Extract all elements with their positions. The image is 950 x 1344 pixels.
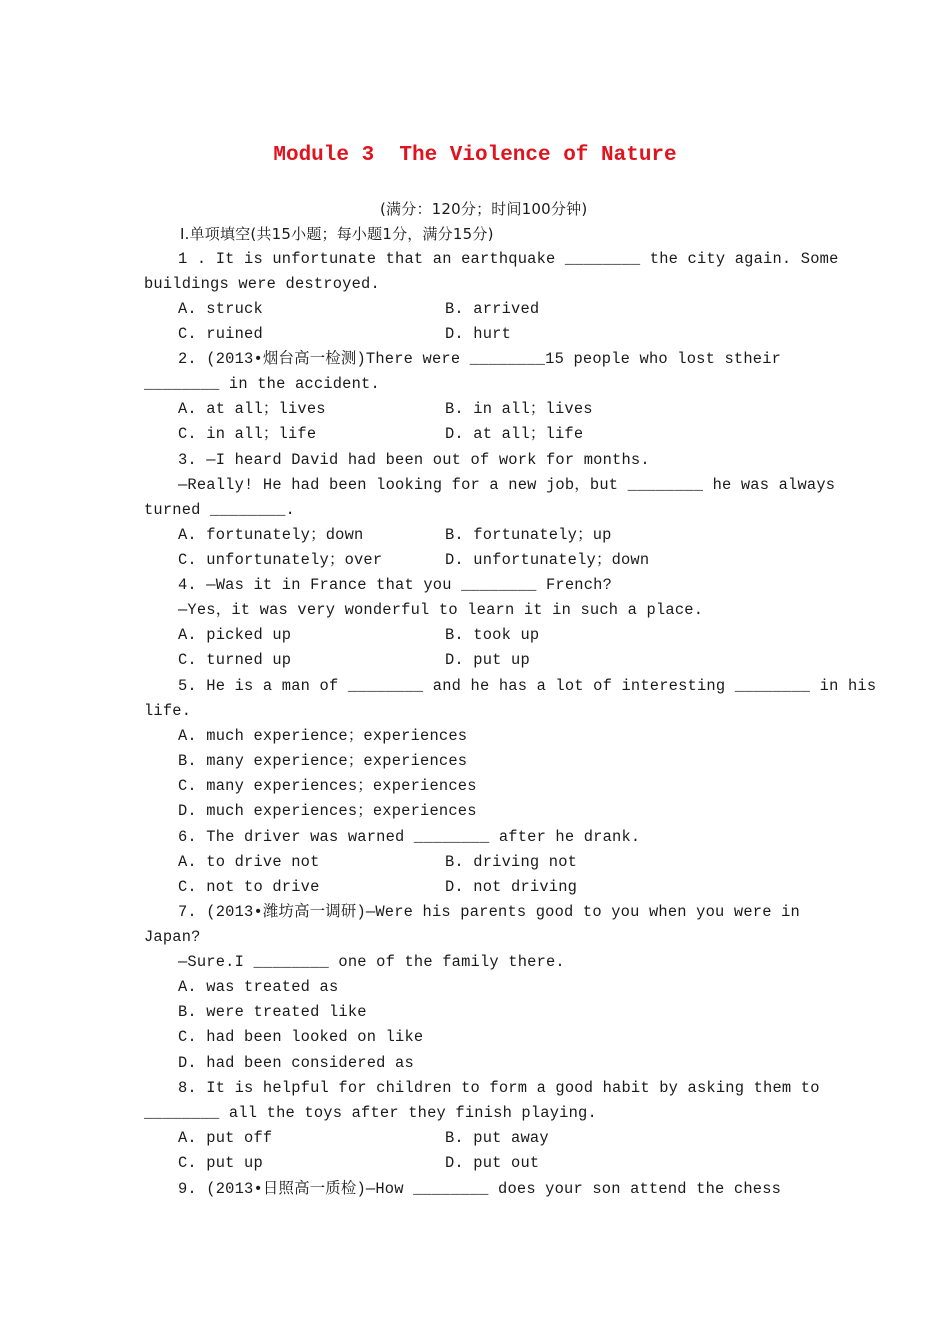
document-title: Module 3 The Violence of Nature [273,144,677,167]
question-8-option-d: D. put out [445,1154,540,1172]
question-3-option-d: D. unfortunately；down [445,551,650,569]
question-8-line-1: 8. It is helpful for children to form a good habit by asking them to [178,1079,820,1097]
question-5-option-d: D. much experiences；experiences [178,802,477,820]
question-1-option-a: A. struck [178,300,263,318]
question-4-line-2: —Yes，it was very wonderful to learn it in such a place. [178,601,704,619]
question-2-line-1: 2. (2013•烟台高一检测)There were ________15 people who lost stheir [178,350,782,368]
question-2-option-d: D. at all；life [445,425,584,443]
question-9-line-1: 9. (2013•日照高一质检)—How ________ does your son attend the chess [178,1180,782,1198]
question-8-line-2: ________ all the toys after they finish playing. [144,1104,597,1122]
question-5-option-b: B. many experience；experiences [178,752,468,770]
question-3-option-b: B. fortunately；up [445,526,612,544]
question-1-option-b: B. arrived [445,300,540,318]
question-7-option-b: B. were treated like [178,1003,367,1021]
question-6-line-1: 6. The driver was warned ________ after he drank. [178,828,641,846]
question-1-option-c: C. ruined [178,325,263,343]
question-3-line-1: 3. —I heard David had been out of work for months. [178,451,650,469]
question-3-option-c: C. unfortunately；over [178,551,383,569]
question-7-line-1: 7. (2013•潍坊高一调研)—Were his parents good to you when you were in [178,903,800,921]
question-5-option-a: A. much experience；experiences [178,727,468,745]
question-2-option-c: C. in all；life [178,425,317,443]
question-6-option-d: D. not driving [445,878,578,896]
question-3-line-2: —Really! He had been looking for a new job，but ________ he was always [178,476,836,494]
question-8-option-b: B. put away [445,1129,549,1147]
question-5-option-c: C. many experiences；experiences [178,777,477,795]
score-time-info: (满分：120分；时间100分钟) [380,200,588,218]
question-1-line-2: buildings were destroyed. [144,275,380,293]
question-2-option-b: B. in all；lives [445,400,593,418]
question-2-option-a: A. at all；lives [178,400,326,418]
question-6-option-b: B. driving not [445,853,578,871]
question-4-option-c: C. turned up [178,651,292,669]
question-4-line-1: 4. —Was it in France that you ________ French? [178,576,613,594]
question-4-option-a: A. picked up [178,626,292,644]
question-4-option-d: D. put up [445,651,530,669]
question-6-option-a: A. to drive not [178,853,320,871]
question-3-line-3: turned ________. [144,501,295,519]
question-7-option-c: C. had been looked on like [178,1028,424,1046]
question-5-line-1: 5. He is a man of ________ and he has a lot of interesting ________ in his [178,677,877,695]
question-7-line-2: Japan? [144,928,201,946]
question-7-line-3: —Sure.I ________ one of the family there. [178,953,565,971]
section-heading: Ⅰ.单项填空(共15小题；每小题1分，满分15分) [180,225,494,243]
question-7-option-d: D. had been considered as [178,1054,414,1072]
question-1-option-d: D. hurt [445,325,512,343]
question-4-option-b: B. took up [445,626,540,644]
question-6-option-c: C. not to drive [178,878,320,896]
question-7-option-a: A. was treated as [178,978,339,996]
question-2-line-2: ________ in the accident. [144,375,380,393]
question-1-line-1: 1 . It is unfortunate that an earthquake ________ the city again. Some [178,250,839,268]
question-5-line-2: life. [144,702,192,720]
question-8-option-c: C. put up [178,1154,263,1172]
question-8-option-a: A. put off [178,1129,273,1147]
question-3-option-a: A. fortunately；down [178,526,364,544]
